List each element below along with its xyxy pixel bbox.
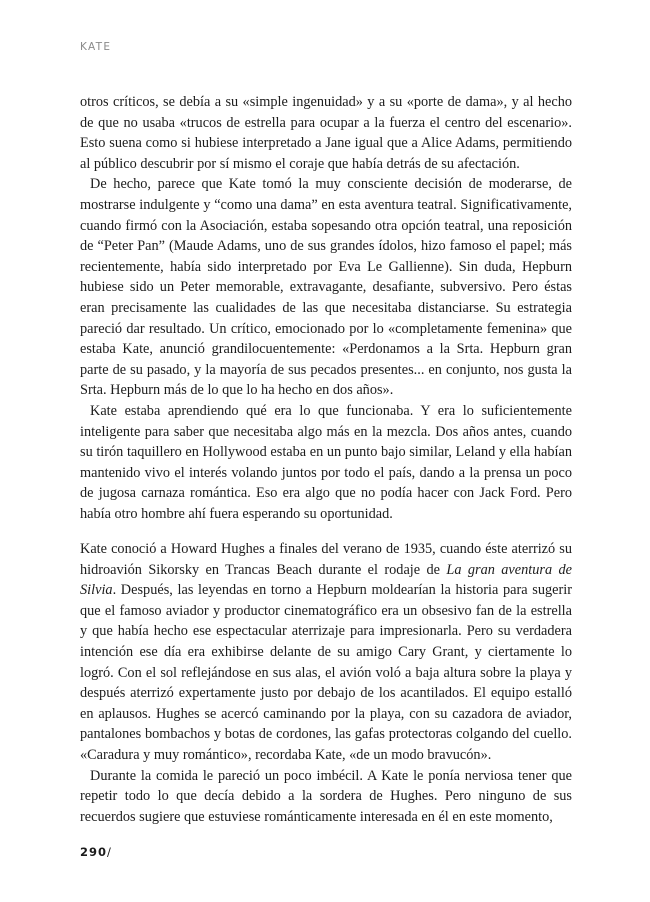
text-section-1	[80, 92, 572, 524]
film-title: La gran aventura de Silvia	[80, 561, 572, 599]
page-number-separator: /	[107, 845, 112, 859]
paragraph: De hecho, parece que Kate tomó la muy consciente decisión de moderarse, de mostrarse indulgente y “como una dama” en esta aventura teatral. Significativamente, cuando firmó con la Asociación, estaba sopesando otra opción teatral, una reposición de “Peter Pan” (Maude Adams, uno de sus grandes ídolos, hizo famoso el papel; más recientemente, había sido interpretado por Eva Le Gallienne). Sin duda, Hepburn hubiese sido un Peter memorable, extravagante, desafiante, subversivo. Pero éstas eran precisamente las cualidades de las que necesitaba distanciarse. Su estrategia pareció dar resultado. Un crítico, emocionado por lo «completamente femenina» que estaba Kate, anunció grandilocuentemente: «Perdonamos a la Srta. Hepburn gran parte de su pasado, y la mayoría de sus pecados presentes... en conjunto, nos gusta la Srta. Hepburn más de lo que lo ha hecho en dos años».	[80, 176, 572, 399]
paragraph: otros críticos, se debía a su «simple ingenuidad» y a su «porte de dama», y al hecho de que no usaba «trucos de estrella para ocupar a la fuerza el centro del escenario». Esto suena como si hubiese interpretado a Jane igual que a Alice Adams, permitiendo al público descubrir por sí mismo el coraje que había detrás de su afectación.	[80, 94, 572, 172]
paragraph	[80, 539, 572, 766]
page-number-value: 290	[80, 845, 108, 859]
running-head: KATE	[80, 41, 112, 53]
page-number	[80, 845, 112, 859]
paragraph: Durante la comida le pareció un poco imbécil. A Kate le ponía nerviosa tener que repetir todo lo que decía debido a la sordera de Hughes. Pero ninguno de sus recuerdos sugiere que estuviese románticamente interesada en él en este momento,	[80, 767, 572, 825]
paragraph-text: Kate conoció a Howard Hughes a finales del verano de 1935, cuando éste aterrizó su hidroavión Sikorsky en Trancas Beach durante el rodaje de	[80, 541, 572, 578]
text-section-2	[80, 539, 572, 827]
paragraph-text: . Después, las leyendas en torno a Hepburn moldearían la historia para sugerir que el famoso aviador y productor cinematográfico era un obsesivo fan de la estrella y que había hecho ese espectacular aterrizaje para impresionarla. Pero su verdadera intención ese día era exhibirse delante de su amigo Cary Grant, y ciertamente lo logró. Con el sol reflejándose en sus alas, el avión voló a baja altura sobre la playa y después aterrizó expertamente justo por debajo de los acantilados. El equipo estalló en aplausos. Hughes se acercó caminando por la playa, con su cazadora de aviador, pantalones bombachos y botas de cordones, las gafas protectoras colgando del cuello. «Caradura y muy romántico», recordaba Kate, «de un modo bravucón».	[80, 582, 572, 763]
paragraph: Kate estaba aprendiendo qué era lo que funcionaba. Y era lo suficientemente inteligente para saber que necesitaba algo más en la mezcla. Dos años antes, cuando su tirón taquillero en Hollywood estaba en un punto bajo similar, Leland y ella habían mantenido vivo el interés volando juntos por todo el país, dando a la prensa un poco de jugosa carnaza romántica. Eso era algo que no podía hacer con Jack Ford. Pero había otro hombre ahí fuera esperando su oportunidad.	[80, 402, 572, 522]
